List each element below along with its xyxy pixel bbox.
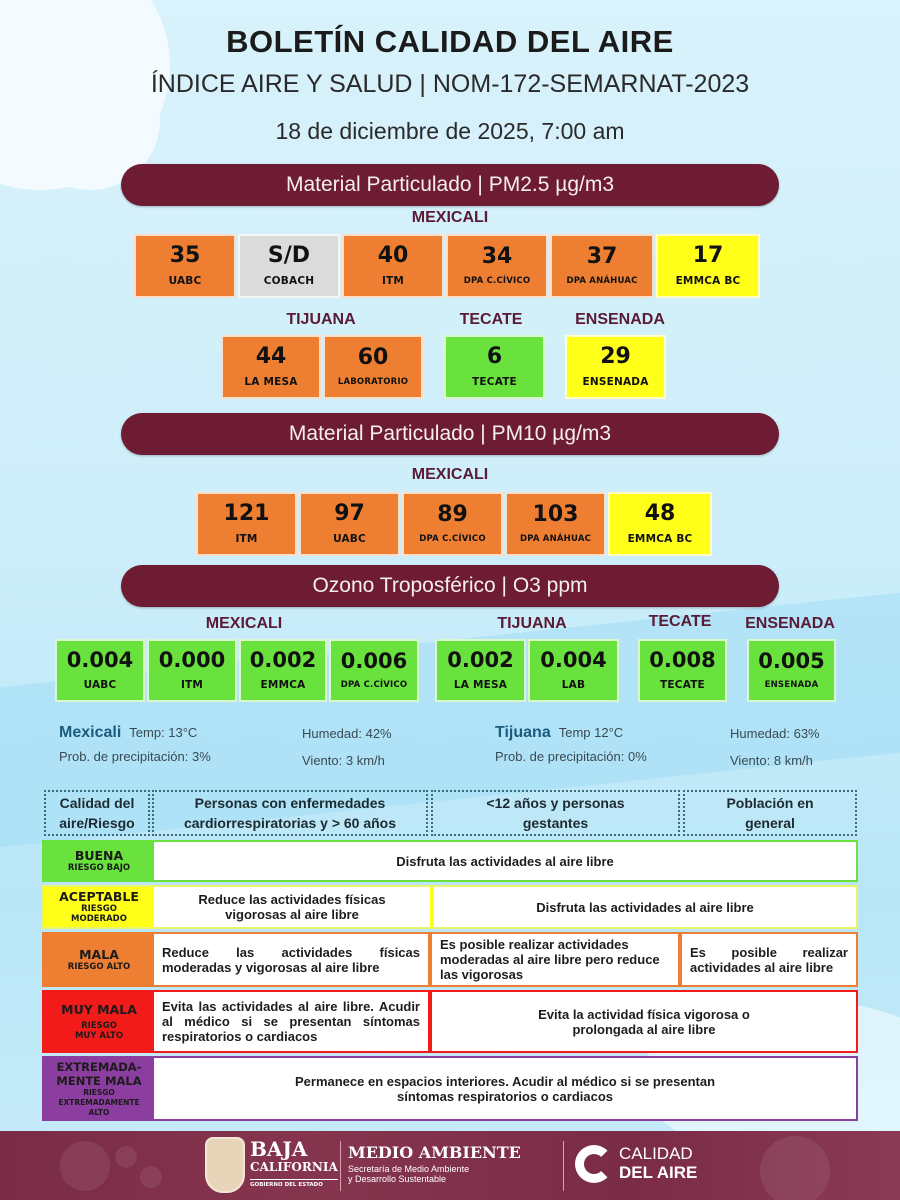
station-name: UABC: [83, 679, 117, 691]
station-value: 37: [586, 244, 618, 269]
station-name: TECATE: [472, 376, 517, 388]
weather-city: Mexicali: [59, 724, 122, 741]
pm25-city-ensenada: ENSENADA: [575, 311, 665, 328]
pattern-decoration: [60, 1141, 110, 1191]
station-value: 35: [169, 243, 201, 268]
legend-row-muy-mala: [42, 990, 858, 1053]
legend-cell: Evita la actividad física vigorosa o prolongada al aire libre: [432, 992, 856, 1051]
legend-cell: Reduce las actividades físicas moderadas y vigorosas al aire libre: [154, 934, 428, 985]
legend-header-children: <12 años y personas gestantes: [431, 790, 680, 836]
calidad-aire-icon: [575, 1145, 613, 1183]
station-value: S/D: [267, 243, 311, 268]
pm10-mexicali-stations: [196, 492, 712, 556]
pm25-city-tijuana: TIJUANA: [286, 311, 356, 328]
station-box: [446, 234, 548, 298]
station-name: LAB: [561, 679, 586, 691]
calidad-aire-logo: [619, 1145, 697, 1181]
legend-header-risk: Calidad del aire/Riesgo: [44, 790, 150, 836]
page-subtitle: ÍNDICE AIRE Y SALUD | NOM-172-SEMARNAT-2023: [150, 70, 750, 98]
station-name: DPA ANÁHUAC: [519, 534, 592, 544]
station-box: [402, 492, 503, 556]
station-name: ITM: [381, 275, 405, 287]
station-box: [147, 639, 237, 702]
station-name: COBACH: [263, 275, 315, 287]
page-title: BOLETÍN CALIDAD DEL AIRE: [226, 24, 674, 59]
station-value: 29: [600, 344, 631, 369]
legend-category: [44, 887, 154, 927]
legend-cell: Disfruta las actividades al aire libre: [154, 842, 856, 880]
station-value: 40: [377, 243, 409, 268]
weather-city: Tijuana: [495, 724, 551, 741]
category-label: BUENA: [74, 848, 124, 863]
footer: [0, 1131, 900, 1200]
legend-header-general: Población en general: [683, 790, 857, 836]
o3-ensenada-stations: [747, 639, 836, 702]
divider: [563, 1141, 564, 1191]
o3-mexicali-stations: [55, 639, 419, 702]
station-value: 103: [532, 502, 579, 527]
station-box: [196, 492, 297, 556]
legend-cell: Evita las actividades al aire libre. Acudir al médico si se presentan síntomas respiratorios o cardiacos: [154, 992, 428, 1051]
legend-cell: Es posible realizar actividades al aire libre: [682, 934, 856, 985]
station-name: ENSENADA: [582, 376, 649, 388]
risk-label: RIESGO ALTO: [67, 961, 131, 972]
dept-title: MEDIO AMBIENTE: [348, 1143, 521, 1162]
legend-row-extremadamente-mala: [42, 1056, 858, 1121]
station-value: 60: [357, 345, 389, 370]
station-box: [342, 234, 444, 298]
station-value: 34: [481, 244, 513, 269]
legend-cell: Es posible realizar actividades moderadas al aire libre pero reduce las vigorosas: [432, 934, 678, 985]
risk-label: RIESGO MUY ALTO: [74, 1020, 124, 1041]
station-box: [435, 639, 526, 702]
legend-category: [44, 934, 154, 985]
station-value: 89: [437, 502, 468, 527]
station-value: 97: [334, 501, 365, 526]
station-value: 0.004: [66, 648, 134, 672]
weather-temp: Temp 12°C: [558, 725, 624, 740]
brand-line1: CALIDAD: [619, 1144, 693, 1163]
station-box: [329, 639, 419, 702]
station-box: [134, 234, 236, 298]
legend-category: [44, 1058, 154, 1119]
station-name: EMMCA BC: [675, 275, 741, 287]
pattern-decoration: [140, 1166, 162, 1188]
legend-row-aceptable: [42, 885, 858, 929]
station-value: 48: [644, 501, 676, 526]
station-value: 0.005: [758, 649, 825, 673]
o3-city-mexicali: MEXICALI: [205, 615, 283, 632]
station-name: LABORATORIO: [337, 377, 409, 387]
station-name: ITM: [235, 533, 258, 545]
logo-state2: CALIFORNIA: [250, 1160, 338, 1174]
station-value: 0.002: [249, 648, 317, 672]
station-box: [238, 234, 340, 298]
station-name: UABC: [168, 275, 202, 287]
pm25-city-tecate: TECATE: [459, 311, 523, 328]
pattern-decoration: [760, 1136, 830, 1200]
station-name: UABC: [333, 533, 366, 545]
o3-tijuana-stations: [435, 639, 619, 702]
station-name: TECATE: [660, 679, 705, 691]
weather-mexicali: [59, 724, 197, 742]
weather-mexicali-wind: Viento: 3 km/h: [302, 753, 385, 768]
pm10-banner: Material Particulado | PM10 µg/m3: [121, 413, 779, 455]
brand-line2: DEL AIRE: [619, 1163, 698, 1182]
station-value: 17: [692, 243, 724, 268]
pattern-decoration: [115, 1146, 137, 1168]
pm25-ensenada-stations: [565, 335, 666, 399]
state-crest-icon: [205, 1137, 245, 1193]
dept-sub1: Secretaría de Medio Ambiente: [348, 1164, 470, 1174]
pm25-city-mexicali: MEXICALI: [411, 209, 489, 226]
legend-cell: Permanece en espacios interiores. Acudir al médico si se presentan síntomas respiratorios o cardiacos: [154, 1058, 856, 1119]
station-box: [565, 335, 666, 399]
station-box: [638, 639, 727, 702]
o3-tecate-stations: [638, 639, 727, 702]
medio-ambiente-logo: [348, 1145, 521, 1184]
pm25-tecate-stations: [444, 335, 545, 399]
station-value: 44: [255, 344, 287, 369]
weather-mexicali-humidity: Humedad: 42%: [302, 726, 392, 741]
weather-tijuana: [495, 724, 623, 742]
logo-gov: GOBIERNO DEL ESTADO: [250, 1179, 338, 1189]
weather-tijuana-precip: Prob. de precipitación: 0%: [495, 749, 647, 764]
station-name: DPA C.CÍVICO: [340, 680, 408, 690]
legend-row-buena: [42, 840, 858, 882]
station-name: LA MESA: [453, 679, 508, 691]
category-label: MALA: [79, 946, 119, 962]
risk-label: RIESGO EXTREMADAMENTE ALTO: [58, 1087, 140, 1117]
station-box: [550, 234, 654, 298]
station-box: [656, 234, 760, 298]
category-label: EXTREMADA-MENTE MALA: [56, 1059, 142, 1088]
risk-label: RIESGO MODERADO: [71, 904, 127, 924]
o3-city-tijuana: TIJUANA: [497, 615, 567, 632]
station-value: 121: [223, 501, 270, 526]
pm10-city-mexicali: MEXICALI: [411, 466, 489, 483]
bulletin-date: 18 de diciembre de 2025, 7:00 am: [275, 118, 625, 144]
station-name: DPA ANÁHUAC: [566, 276, 638, 286]
category-label: ACEPTABLE: [59, 889, 139, 904]
station-name: DPA C.CÍVICO: [419, 534, 486, 544]
station-name: EMMCA: [260, 679, 306, 691]
o3-city-tecate: TECATE: [648, 613, 712, 630]
station-box: [221, 335, 321, 399]
station-box: [505, 492, 606, 556]
station-name: ENSENADA: [764, 680, 819, 690]
weather-tijuana-wind: Viento: 8 km/h: [730, 753, 813, 768]
o3-city-ensenada: ENSENADA: [745, 615, 835, 632]
station-box: [55, 639, 145, 702]
divider: [340, 1141, 341, 1191]
pm25-tijuana-stations: [221, 335, 423, 399]
station-name: LA MESA: [244, 376, 298, 388]
station-name: DPA C.CÍVICO: [463, 276, 531, 286]
weather-temp: Temp: 13°C: [129, 725, 198, 740]
station-box: [323, 335, 423, 399]
station-box: [299, 492, 400, 556]
legend-header-sensitive: Personas con enfermedades cardiorrespiratorias y > 60 años: [152, 790, 428, 836]
station-box: [239, 639, 327, 702]
station-value: 0.006: [340, 649, 408, 673]
station-name: ITM: [180, 679, 204, 691]
logo-state: BAJA: [250, 1137, 308, 1161]
dept-sub2: y Desarrollo Sustentable: [348, 1174, 447, 1184]
station-value: 0.002: [447, 648, 514, 672]
station-box: [528, 639, 619, 702]
o3-banner: Ozono Troposférico | O3 ppm: [121, 565, 779, 607]
legend-category: [44, 992, 154, 1051]
legend-cell: Reduce las actividades físicas vigorosas al aire libre: [154, 887, 430, 927]
station-value: 0.000: [158, 648, 226, 672]
baja-california-logo: [250, 1139, 338, 1189]
station-box: [747, 639, 836, 702]
station-value: 6: [486, 344, 503, 369]
weather-tijuana-humidity: Humedad: 63%: [730, 726, 820, 741]
pm25-banner: Material Particulado | PM2.5 µg/m3: [121, 164, 779, 206]
station-value: 0.004: [540, 648, 607, 672]
legend-category: [44, 842, 154, 880]
risk-label: RIESGO BAJO: [67, 863, 131, 873]
category-label: MUY MALA: [61, 1001, 137, 1017]
station-box: [444, 335, 545, 399]
legend-row-mala: [42, 932, 858, 987]
station-box: [608, 492, 712, 556]
pm25-mexicali-stations: [134, 234, 760, 298]
station-name: EMMCA BC: [627, 533, 693, 545]
legend-cell: Disfruta las actividades al aire libre: [434, 887, 856, 927]
station-value: 0.008: [649, 648, 716, 672]
weather-mexicali-precip: Prob. de precipitación: 3%: [59, 749, 211, 764]
